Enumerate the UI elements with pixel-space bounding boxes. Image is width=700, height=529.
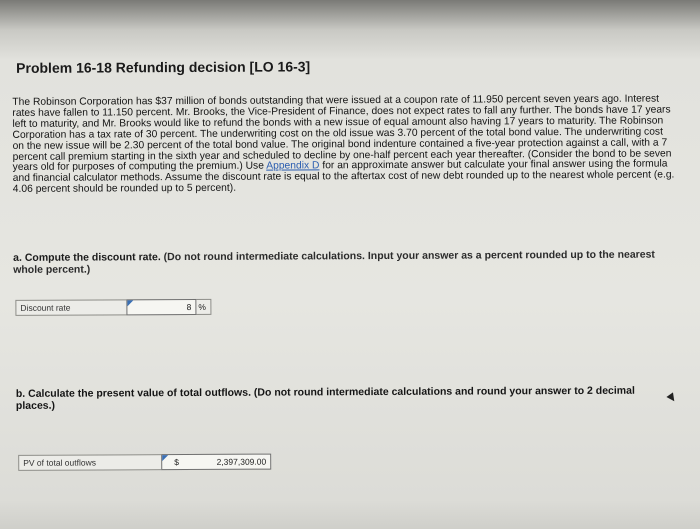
appendix-d-link[interactable]: Appendix D: [266, 160, 320, 173]
percent-unit: %: [198, 301, 206, 312]
pv-outflows-value: 2,397,309.00: [216, 456, 267, 467]
pv-outflows-input[interactable]: [161, 454, 271, 471]
part-b-instruction: (Do not round intermediate calculations and round your answer to 2 decimal places.): [15, 384, 635, 412]
problem-title: Problem 16-18 Refunding decision [LO 16-3]: [16, 58, 311, 76]
pv-outflows-row: [18, 454, 270, 471]
part-a-prompt: [13, 248, 675, 275]
pv-outflows-label: PV of total outflows: [23, 457, 97, 468]
part-a-instruction: (Do not round intermediate calculations. Input your answer as a percent rounded up to the nearest whole percent.): [13, 248, 655, 276]
problem-description: [12, 94, 675, 196]
answer-flag-icon: [127, 300, 133, 306]
problem-body-text-continued: for an approximate answer but calculate your final answer using the formula and financial calculator methods. Assume the discount rate is equal to the aftertax cost of new debt rounded up to the nearest whole percent (e.g. 4.06 percent should be rounded up to 5 percent).: [12, 158, 675, 196]
part-b-question: b. Calculate the present value of total outflows.: [15, 386, 252, 400]
part-b-prompt: [16, 384, 676, 411]
problem-body-text: The Robinson Corporation has $37 million of bonds outstanding that were issued at a coupon rate of 11.950 percent seven years ago. Interest rates have fallen to 11.150 percent. Mr. Brooks, the Vice-President of Finance, does not expect rates to fall any further. The bonds have 17 years left to maturity, and Mr. Brooks would like to refund the bonds with a new issue of equal amount also having 17 years to maturity. The Robinson Corporation has a tax rate of 30 percent. The underwriting cost on the old issue was 3.70 percent of the total bond value. The underwriting cost on the new issue will be 2.30 percent of the total bond value. The original bond indenture contained a five-year protection against a call, with a 7 percent call premium starting in the sixth year and scheduled to decline by one-half percent each year thereafter. (Consider the bond to be seven years old for purposes of computing the premium.) Use: [12, 93, 672, 174]
discount-rate-value: 8: [186, 302, 192, 313]
problem-sheet: [0, 36, 700, 529]
part-a-question: a. Compute the discount rate.: [13, 251, 161, 264]
answer-flag-icon: [162, 455, 168, 461]
discount-rate-row: [15, 299, 211, 316]
discount-rate-label: Discount rate: [20, 302, 71, 313]
discount-rate-input[interactable]: [126, 299, 196, 315]
currency-symbol: $: [174, 457, 179, 468]
